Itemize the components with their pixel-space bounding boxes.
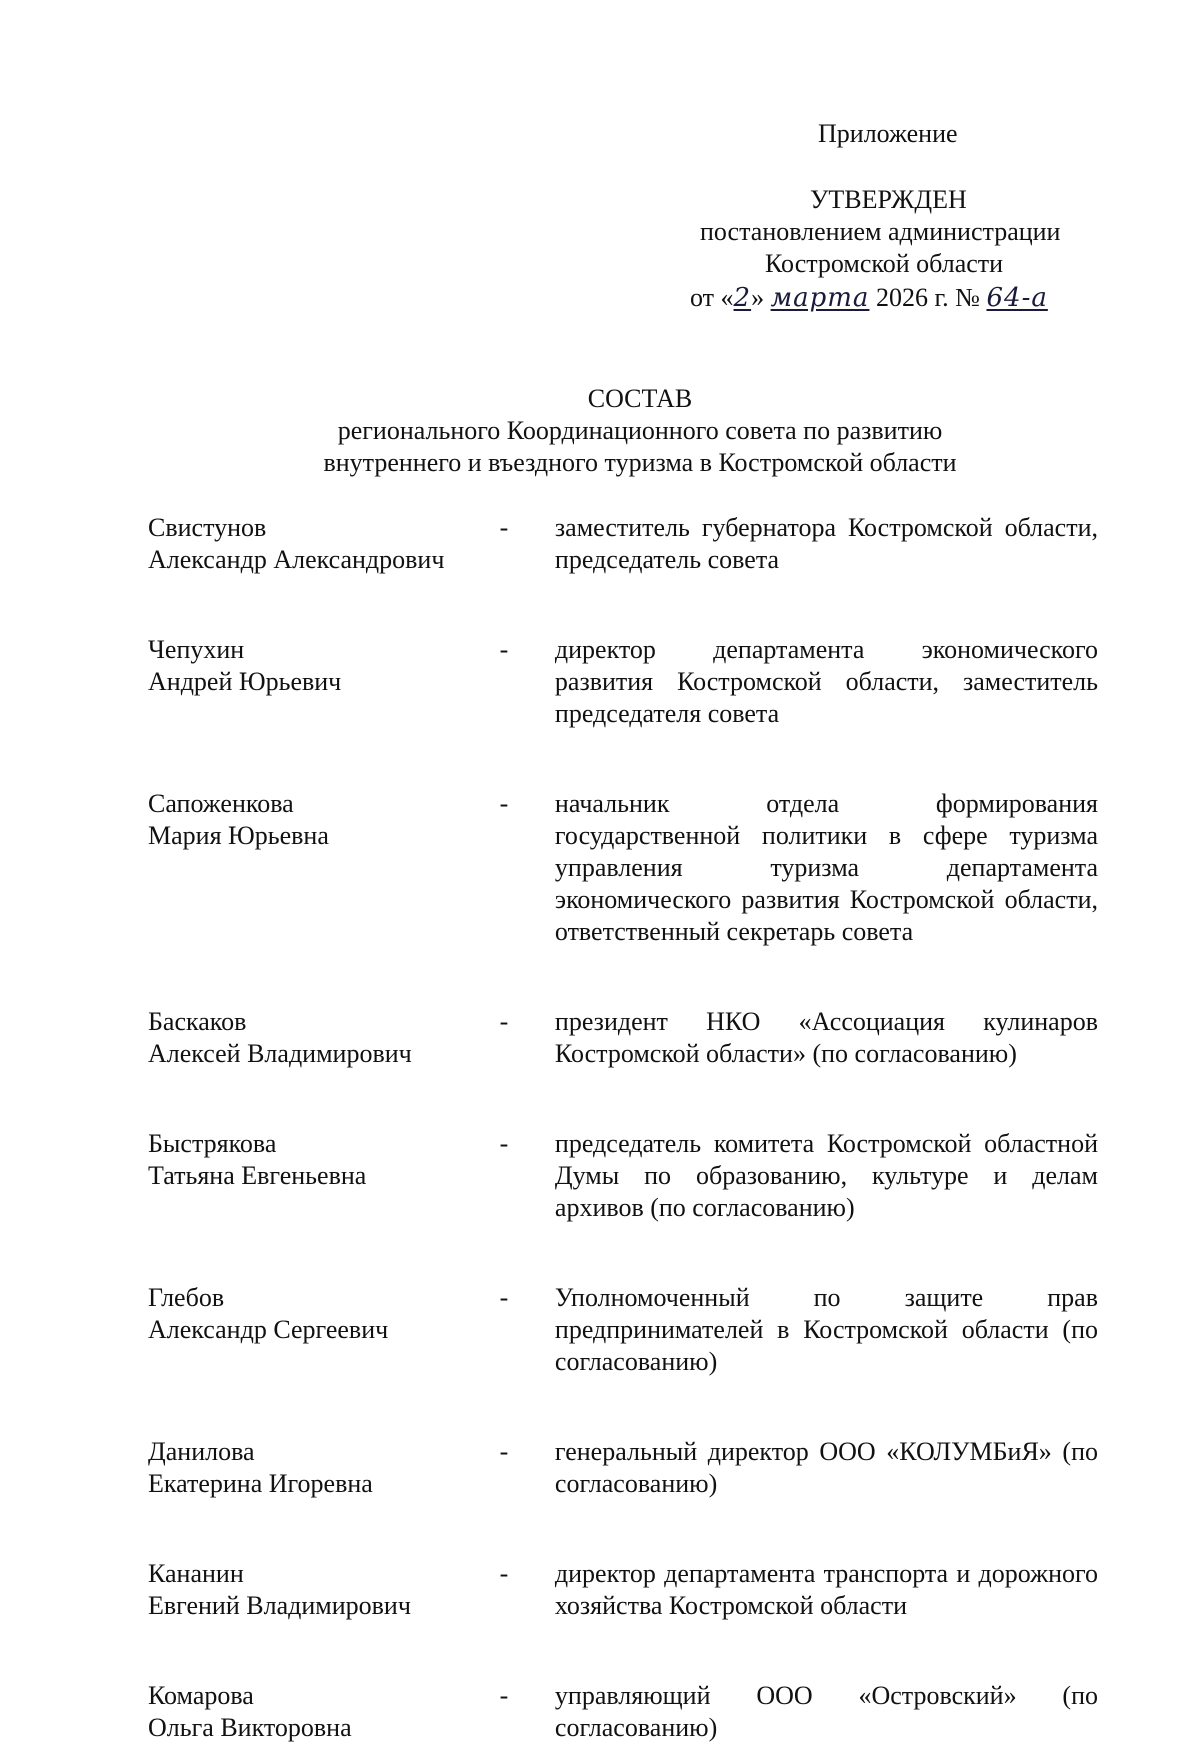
member-role: управляющий ООО «Островский» (по согласованию)	[554, 1681, 1098, 1742]
decree-line-2: Костромской области	[765, 249, 1004, 278]
member-row	[148, 634, 1098, 730]
member-given-names: Татьяна Евгеньевна	[148, 1161, 367, 1190]
member-surname: Баскаков	[148, 1007, 247, 1036]
member-surname: Глебов	[148, 1283, 225, 1312]
member-surname: Сапоженкова	[148, 789, 294, 818]
member-given-names: Екатерина Игоревна	[148, 1469, 373, 1498]
member-dash: -	[499, 1681, 509, 1710]
member-role: заместитель губернатора Костромской области, председатель совета	[554, 513, 1098, 574]
member-role: директор департамента транспорта и дорожного хозяйства Костромской области	[554, 1559, 1098, 1620]
title-subtitle-line-2: внутреннего и въездного туризма в Костромской области	[323, 448, 957, 477]
member-surname: Чепухин	[148, 635, 245, 664]
date-day-handwritten: 2	[733, 283, 752, 313]
member-surname: Кананин	[148, 1559, 244, 1588]
member-row	[148, 1282, 1098, 1378]
member-surname: Свистунов	[148, 513, 267, 542]
member-dash: -	[499, 1283, 509, 1312]
date-prefix: от «	[690, 283, 734, 312]
member-dash: -	[499, 789, 509, 818]
member-surname: Комарова	[148, 1681, 254, 1710]
member-name	[148, 1558, 494, 1622]
member-name	[148, 1006, 494, 1070]
member-given-names: Ольга Викторовна	[148, 1713, 352, 1742]
member-name	[148, 634, 494, 698]
member-given-names: Евгений Владимирович	[148, 1591, 411, 1620]
decree-number-handwritten: 64-а	[986, 283, 1048, 313]
member-name	[148, 1436, 494, 1500]
members-list	[148, 512, 1098, 1744]
date-year: 2026 г. №	[875, 283, 980, 312]
member-role: председатель комитета Костромской областной Думы по образованию, культуре и делам архивов (по согласованию)	[554, 1129, 1098, 1222]
member-name	[148, 512, 494, 576]
member-row	[148, 1436, 1098, 1500]
member-row	[148, 788, 1098, 948]
member-given-names: Александр Сергеевич	[148, 1315, 389, 1344]
member-dash: -	[499, 1437, 509, 1466]
member-row	[148, 512, 1098, 576]
appendix-label: Приложение	[818, 119, 958, 148]
member-name	[148, 788, 494, 852]
member-role: Уполномоченный по защите прав предпринимателей в Костромской области (по согласованию)	[554, 1283, 1098, 1376]
member-dash: -	[499, 1007, 509, 1036]
date-month-handwritten: марта	[770, 283, 870, 313]
member-role: начальник отдела формирования государственной политики в сфере туризма управления туризма департамента экономического развития Костромской области, ответственный секретарь совета	[554, 789, 1098, 946]
member-name	[148, 1128, 494, 1192]
title-subtitle-line-1: регионального Координационного совета по развитию	[337, 416, 943, 445]
member-role: директор департамента экономического развития Костромской области, заместитель председателя совета	[554, 635, 1098, 728]
member-role: генеральный директор ООО «КОЛУМБиЯ» (по согласованию)	[554, 1437, 1098, 1498]
member-given-names: Мария Юрьевна	[148, 821, 329, 850]
decree-date-line	[690, 282, 1048, 314]
member-dash: -	[499, 1129, 509, 1158]
member-row	[148, 1558, 1098, 1622]
member-dash: -	[499, 635, 509, 664]
title-heading: СОСТАВ	[587, 384, 693, 413]
member-given-names: Андрей Юрьевич	[148, 667, 342, 696]
member-name	[148, 1282, 494, 1346]
document-title	[200, 383, 1080, 479]
member-surname: Данилова	[148, 1437, 255, 1466]
member-surname: Быстрякова	[148, 1129, 277, 1158]
date-mid: »	[751, 283, 765, 312]
decree-line-1: постановлением администрации	[700, 217, 1061, 246]
approved-label: УТВЕРЖДЕН	[810, 185, 967, 214]
member-given-names: Алексей Владимирович	[148, 1039, 412, 1068]
member-row	[148, 1006, 1098, 1070]
member-row	[148, 1128, 1098, 1224]
member-dash: -	[499, 513, 509, 542]
member-given-names: Александр Александрович	[148, 545, 445, 574]
member-dash: -	[499, 1559, 509, 1588]
member-role: президент НКО «Ассоциация кулинаров Костромской области» (по согласованию)	[554, 1007, 1098, 1068]
